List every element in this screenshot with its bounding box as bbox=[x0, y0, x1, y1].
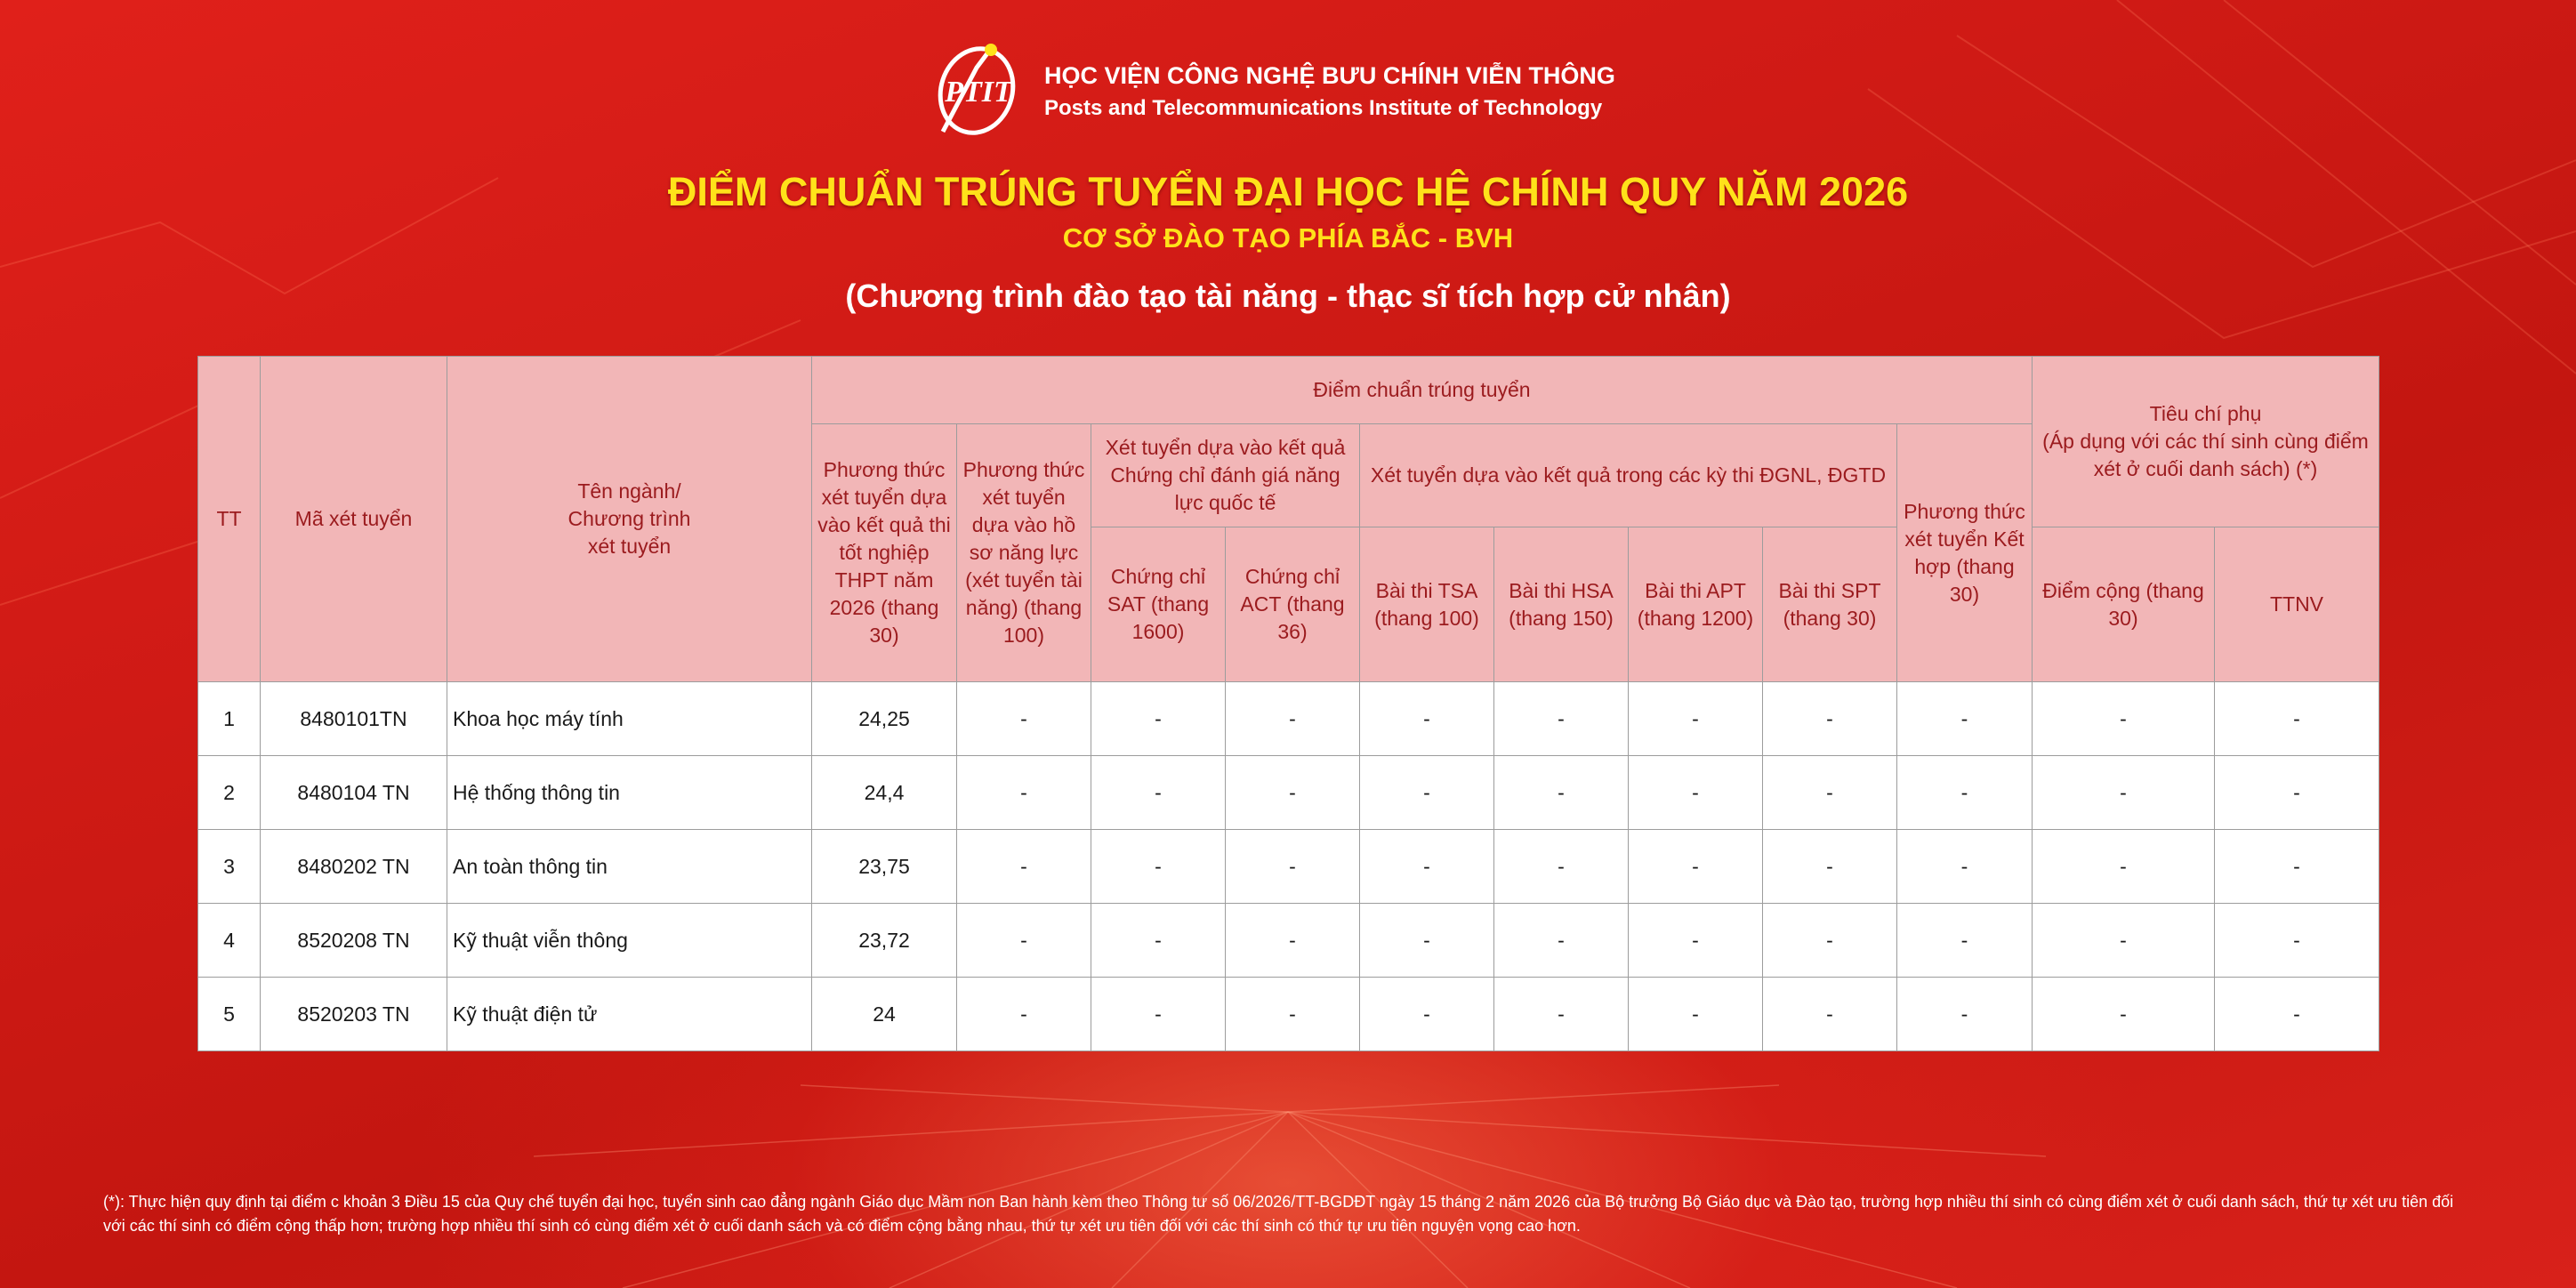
cell-talent: - bbox=[957, 904, 1091, 978]
cell-apt: - bbox=[1629, 682, 1763, 756]
cell-code: 8520208 TN bbox=[261, 904, 447, 978]
header-program-name-line1: Tên ngành/ bbox=[577, 479, 681, 503]
cell-act: - bbox=[1226, 830, 1360, 904]
header-group-dgnl: Xét tuyển dựa vào kết quả trong các kỳ thi ĐGNL, ĐGTD bbox=[1360, 424, 1897, 527]
admission-score-table bbox=[197, 356, 2379, 1051]
cell-tsa: - bbox=[1360, 756, 1494, 830]
header-program-name-line2: Chương trình bbox=[568, 507, 691, 530]
cell-combined: - bbox=[1897, 756, 2033, 830]
cell-talent: - bbox=[957, 682, 1091, 756]
logo-lettering: PTIT bbox=[945, 76, 1012, 109]
cell-apt: - bbox=[1629, 904, 1763, 978]
cell-spt: - bbox=[1763, 830, 1897, 904]
cell-combined: - bbox=[1897, 682, 2033, 756]
page-title: ĐIỂM CHUẨN TRÚNG TUYỂN ĐẠI HỌC HỆ CHÍNH QUY NĂM 2026 bbox=[667, 169, 1909, 214]
cell-thpt: 23,72 bbox=[812, 904, 957, 978]
cell-combined: - bbox=[1897, 978, 2033, 1051]
cell-ttnv: - bbox=[2215, 756, 2379, 830]
table-row bbox=[198, 756, 2379, 830]
cell-bonus: - bbox=[2033, 904, 2215, 978]
cell-spt: - bbox=[1763, 756, 1897, 830]
cell-code: 8480101TN bbox=[261, 682, 447, 756]
cell-ttnv: - bbox=[2215, 682, 2379, 756]
header-thpt: Phương thức xét tuyển dựa vào kết quả thi tốt nghiệp THPT năm 2026 (thang 30) bbox=[812, 424, 957, 682]
cell-code: 8480202 TN bbox=[261, 830, 447, 904]
cell-spt: - bbox=[1763, 904, 1897, 978]
footnote: (*): Thực hiện quy định tại điểm c khoản 3 Điều 15 của Quy chế tuyển đại học, tuyển sinh cao đẳng ngành Giáo dục Mầm non Ban hành kèm theo Thông tư số 06/2026/TT-BGDĐT ngày 15 tháng 2 năm 2026 của Bộ trưởng Bộ Giáo dục và Đào tạo, trường hợp nhiều thí sinh có cùng điểm xét ở cuối danh sách, thứ tự xét ưu tiên đối với các thí sinh có điểm cộng thấp hơn; trường hợp nhiều thí sinh có cùng điểm xét ở cuối danh sách và có điểm cộng bằng nhau, thứ tự xét ưu tiên đối với các thí sinh có thứ tự ưu tiên nguyện vọng cao hơn. bbox=[103, 1193, 2454, 1235]
cell-thpt: 24,4 bbox=[812, 756, 957, 830]
cell-tt: 5 bbox=[198, 978, 261, 1051]
institute-branding bbox=[925, 36, 1904, 142]
header-program-name-line3: xét tuyển bbox=[587, 535, 672, 558]
header-code: Mã xét tuyển bbox=[261, 357, 447, 682]
cell-act: - bbox=[1226, 978, 1360, 1051]
cell-program-name: Kỹ thuật điện tử bbox=[447, 978, 812, 1051]
table-row bbox=[198, 830, 2379, 904]
header-group-cutoff: Điểm chuẩn trúng tuyển bbox=[812, 357, 2033, 424]
table-row bbox=[198, 978, 2379, 1051]
cell-apt: - bbox=[1629, 756, 1763, 830]
cell-sat: - bbox=[1091, 904, 1226, 978]
table-row bbox=[198, 904, 2379, 978]
header-spt: Bài thi SPT (thang 30) bbox=[1763, 527, 1897, 682]
header-bonus: Điểm cộng (thang 30) bbox=[2033, 527, 2215, 682]
cell-act: - bbox=[1226, 756, 1360, 830]
cell-apt: - bbox=[1629, 830, 1763, 904]
table-row bbox=[198, 682, 2379, 756]
cell-apt: - bbox=[1629, 978, 1763, 1051]
cell-sat: - bbox=[1091, 830, 1226, 904]
cell-tt: 3 bbox=[198, 830, 261, 904]
table-body bbox=[198, 682, 2379, 1051]
header-combined: Phương thức xét tuyển Kết hợp (thang 30) bbox=[1897, 424, 2033, 682]
cell-tt: 1 bbox=[198, 682, 261, 756]
header-criteria-line1: Tiêu chí phụ bbox=[2149, 402, 2262, 425]
cell-bonus: - bbox=[2033, 682, 2215, 756]
header-tt: TT bbox=[198, 357, 261, 682]
cell-code: 8520203 TN bbox=[261, 978, 447, 1051]
cell-hsa: - bbox=[1494, 830, 1629, 904]
cell-talent: - bbox=[957, 978, 1091, 1051]
cell-sat: - bbox=[1091, 756, 1226, 830]
cell-program-name: An toàn thông tin bbox=[447, 830, 812, 904]
cell-program-name: Kỹ thuật viễn thông bbox=[447, 904, 812, 978]
cell-ttnv: - bbox=[2215, 904, 2379, 978]
cell-talent: - bbox=[957, 830, 1091, 904]
cell-hsa: - bbox=[1494, 682, 1629, 756]
cell-bonus: - bbox=[2033, 978, 2215, 1051]
cell-tsa: - bbox=[1360, 830, 1494, 904]
header-ttnv: TTNV bbox=[2215, 527, 2379, 682]
program-name: (Chương trình đào tạo tài năng - thạc sĩ tích hợp cử nhân) bbox=[845, 278, 1731, 314]
cell-hsa: - bbox=[1494, 904, 1629, 978]
cell-tsa: - bbox=[1360, 682, 1494, 756]
header-hsa: Bài thi HSA (thang 150) bbox=[1494, 527, 1629, 682]
cell-tsa: - bbox=[1360, 904, 1494, 978]
cell-tsa: - bbox=[1360, 978, 1494, 1051]
header-criteria-line2: (Áp dụng với các thí sinh cùng điểm xét ở cuối danh sách) (*) bbox=[2042, 430, 2369, 480]
cell-talent: - bbox=[957, 756, 1091, 830]
cell-tt: 2 bbox=[198, 756, 261, 830]
cell-spt: - bbox=[1763, 682, 1897, 756]
cell-spt: - bbox=[1763, 978, 1897, 1051]
cell-thpt: 24 bbox=[812, 978, 957, 1051]
cell-program-name: Hệ thống thông tin bbox=[447, 756, 812, 830]
cell-ttnv: - bbox=[2215, 978, 2379, 1051]
cell-sat: - bbox=[1091, 978, 1226, 1051]
cell-hsa: - bbox=[1494, 978, 1629, 1051]
header-program-name bbox=[447, 357, 812, 682]
cell-thpt: 23,75 bbox=[812, 830, 957, 904]
cell-code: 8480104 TN bbox=[261, 756, 447, 830]
header-group-criteria bbox=[2033, 357, 2379, 527]
cell-bonus: - bbox=[2033, 830, 2215, 904]
cell-tt: 4 bbox=[198, 904, 261, 978]
header-talent: Phương thức xét tuyển dựa vào hồ sơ năng lực (xét tuyển tài năng) (thang 100) bbox=[957, 424, 1091, 682]
header-tsa: Bài thi TSA (thang 100) bbox=[1360, 527, 1494, 682]
ptit-logo bbox=[925, 36, 1032, 142]
header-act: Chứng chỉ ACT (thang 36) bbox=[1226, 527, 1360, 682]
institute-name-vn: HỌC VIỆN CÔNG NGHỆ BƯU CHÍNH VIỄN THÔNG bbox=[1044, 62, 1615, 89]
cell-program-name: Khoa học máy tính bbox=[447, 682, 812, 756]
header-sat: Chứng chỉ SAT (thang 1600) bbox=[1091, 527, 1226, 682]
cell-act: - bbox=[1226, 682, 1360, 756]
cell-combined: - bbox=[1897, 904, 2033, 978]
cell-thpt: 24,25 bbox=[812, 682, 957, 756]
cell-ttnv: - bbox=[2215, 830, 2379, 904]
institute-name-en: Posts and Telecommunications Institute of Technology bbox=[1044, 96, 1603, 120]
cell-sat: - bbox=[1091, 682, 1226, 756]
header-group-intl: Xét tuyển dựa vào kết quả Chứng chỉ đánh giá năng lực quốc tế bbox=[1091, 424, 1360, 527]
page-subtitle: CƠ SỞ ĐÀO TẠO PHÍA BẮC - BVH bbox=[1062, 222, 1514, 254]
header-apt: Bài thi APT (thang 1200) bbox=[1629, 527, 1763, 682]
cell-bonus: - bbox=[2033, 756, 2215, 830]
cell-hsa: - bbox=[1494, 756, 1629, 830]
cell-act: - bbox=[1226, 904, 1360, 978]
cell-combined: - bbox=[1897, 830, 2033, 904]
